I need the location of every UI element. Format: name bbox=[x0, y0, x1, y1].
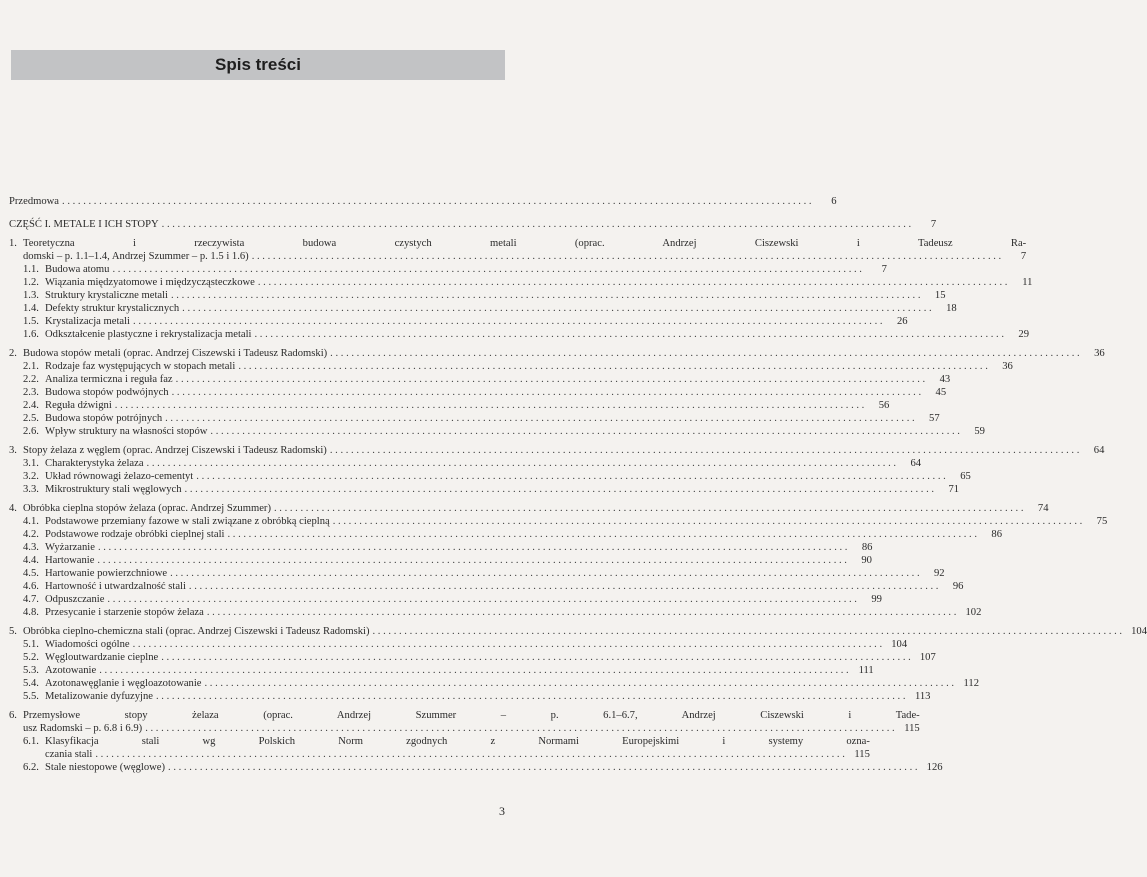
entry-page: 36 bbox=[1094, 348, 1105, 359]
toc-section-5-3[interactable] bbox=[9, 664, 874, 677]
entry-title: Stopy żelaza z węglem (oprac. Andrzej Ciszewski i Tadeusz Radomski) bbox=[23, 445, 327, 456]
dot-leader bbox=[189, 580, 939, 593]
entry-title: Reguła dźwigni bbox=[45, 400, 112, 411]
toc-section-1-1[interactable] bbox=[9, 263, 887, 276]
toc-section-4-3[interactable] bbox=[9, 541, 873, 554]
dot-leader bbox=[168, 761, 918, 774]
dot-leader bbox=[176, 373, 926, 386]
entry-page: 65 bbox=[960, 471, 971, 482]
toc-section-4-6[interactable] bbox=[9, 580, 964, 593]
entry-title: Obróbka cieplna stopów żelaza (oprac. Andrzej Szummer) bbox=[23, 503, 271, 514]
entry-number: 6. bbox=[9, 710, 17, 721]
table-of-contents bbox=[9, 195, 1147, 774]
entry-title: CZĘŚĆ I. METALE I ICH STOPY bbox=[9, 219, 159, 230]
entry-number: 4.5. bbox=[23, 568, 39, 579]
entry-page: 99 bbox=[871, 594, 882, 605]
entry-number: 1.6. bbox=[23, 329, 39, 340]
entry-title-line: Teoretyczna i rzeczywista budowa czystych metali (oprac. Andrzej Ciszewski i Tadeusz Ra- bbox=[23, 238, 1027, 249]
toc-section-5-5[interactable] bbox=[9, 690, 931, 703]
entry-page: 107 bbox=[919, 652, 936, 663]
entry-number: 2.4. bbox=[23, 400, 39, 411]
toc-section-1-6[interactable] bbox=[9, 328, 1029, 341]
entry-page: 43 bbox=[939, 374, 951, 385]
entry-page: 104 bbox=[1131, 626, 1147, 637]
toc-section-2-6[interactable] bbox=[9, 425, 985, 438]
entry-number: 4.1. bbox=[23, 516, 39, 527]
entry-title: Wiadomości ogólne bbox=[45, 639, 130, 650]
dot-leader bbox=[161, 651, 911, 664]
toc-section-2-1[interactable] bbox=[9, 360, 1013, 373]
entry-number: 2.3. bbox=[23, 387, 39, 398]
dot-leader bbox=[227, 528, 977, 541]
dot-leader bbox=[133, 638, 883, 651]
dot-leader bbox=[185, 483, 935, 496]
toc-chapter-2[interactable] bbox=[9, 347, 1105, 360]
toc-chapter-3[interactable] bbox=[9, 444, 1105, 457]
entry-number: 1.3. bbox=[23, 290, 39, 301]
entry-number: 3. bbox=[9, 445, 17, 456]
entry-title: Odpuszczanie bbox=[45, 594, 105, 605]
page-number: 3 bbox=[499, 804, 505, 818]
entry-number: 6.1. bbox=[23, 736, 39, 747]
entry-number: 4. bbox=[9, 503, 17, 514]
entry-title: Budowa atomu bbox=[45, 264, 110, 275]
dot-leader bbox=[205, 677, 955, 690]
toc-section-3-2[interactable] bbox=[9, 470, 971, 483]
entry-number: 2.5. bbox=[23, 413, 39, 424]
dot-leader bbox=[112, 263, 862, 276]
entry-page: 15 bbox=[934, 290, 946, 301]
entry-title: Charakterystyka żelaza bbox=[45, 458, 144, 469]
toc-section-1-3[interactable] bbox=[9, 289, 946, 302]
entry-number: 5.5. bbox=[23, 691, 39, 702]
entry-page: 102 bbox=[965, 607, 982, 618]
entry-title: Hartowanie bbox=[45, 555, 95, 566]
dot-leader bbox=[373, 625, 1123, 638]
dot-leader bbox=[165, 412, 915, 425]
entry-title: Przesycanie i starzenie stopów żelaza bbox=[45, 607, 204, 618]
dot-leader bbox=[172, 386, 922, 399]
entry-number: 4.7. bbox=[23, 594, 39, 605]
toc-section-6-2[interactable] bbox=[9, 761, 943, 774]
entry-page: 90 bbox=[861, 555, 872, 566]
entry-title: Budowa stopów potrójnych bbox=[45, 413, 163, 424]
toc-section-4-7[interactable] bbox=[9, 593, 882, 606]
entry-title-line: usz Radomski – p. 6.8 i 6.9) bbox=[23, 723, 143, 734]
entry-number: 4.6. bbox=[23, 581, 39, 592]
entry-page: 71 bbox=[948, 484, 960, 495]
entry-page: 45 bbox=[935, 387, 947, 398]
dot-leader bbox=[95, 748, 845, 761]
dot-leader bbox=[115, 399, 865, 412]
entry-title: Wyżarzanie bbox=[45, 542, 95, 553]
dot-leader bbox=[170, 567, 920, 580]
dot-leader bbox=[258, 276, 1008, 289]
entry-page: 111 bbox=[858, 665, 874, 676]
entry-title: Przedmowa bbox=[9, 196, 60, 207]
entry-title: Hartowanie powierzchniowe bbox=[45, 568, 168, 579]
dot-leader bbox=[196, 470, 946, 483]
entry-number: 1.5. bbox=[23, 316, 39, 327]
entry-number: 2. bbox=[9, 348, 17, 359]
dot-leader bbox=[182, 302, 932, 315]
entry-title: Defekty struktur krystalicznych bbox=[45, 303, 180, 314]
entry-page: 64 bbox=[910, 458, 922, 469]
dot-leader bbox=[238, 360, 988, 373]
entry-number: 2.2. bbox=[23, 374, 39, 385]
entry-number: 5.2. bbox=[23, 652, 39, 663]
entry-title: Obróbka cieplno-chemiczna stali (oprac. Andrzej Ciszewski i Tadeusz Radomski) bbox=[23, 626, 370, 637]
entry-page: 56 bbox=[878, 400, 890, 411]
dot-leader bbox=[207, 606, 957, 619]
toc-header-bar bbox=[11, 50, 505, 80]
toc-entry-preface[interactable] bbox=[9, 195, 837, 208]
dot-leader bbox=[330, 444, 1080, 457]
dot-leader bbox=[156, 690, 906, 703]
toc-section-6-1[interactable] bbox=[9, 735, 870, 761]
toc-section-4-8[interactable] bbox=[9, 606, 982, 619]
entry-page: 86 bbox=[861, 542, 873, 553]
entry-page: 18 bbox=[946, 303, 957, 314]
toc-section-3-1[interactable] bbox=[9, 457, 922, 470]
entry-title: Hartowność i utwardzalność stali bbox=[45, 581, 186, 592]
toc-section-2-4[interactable] bbox=[9, 399, 890, 412]
entry-page: 7 bbox=[881, 264, 887, 275]
entry-number: 2.1. bbox=[23, 361, 39, 372]
entry-title: Rodzaje faz występujących w stopach metali bbox=[45, 361, 236, 372]
toc-section-4-5[interactable] bbox=[9, 567, 945, 580]
entry-number: 5.3. bbox=[23, 665, 39, 676]
entry-title: Węgloutwardzanie cieplne bbox=[45, 652, 159, 663]
entry-title: Wiązania międzyatomowe i międzycząsteczkowe bbox=[45, 277, 255, 288]
dot-leader bbox=[252, 250, 1002, 263]
toc-section-1-5[interactable] bbox=[9, 315, 908, 328]
entry-title: Budowa stopów podwójnych bbox=[45, 387, 169, 398]
entry-number: 4.3. bbox=[23, 542, 39, 553]
entry-page: 75 bbox=[1096, 516, 1108, 527]
entry-page: 26 bbox=[896, 316, 908, 327]
dot-leader bbox=[107, 593, 857, 606]
dot-leader bbox=[162, 218, 912, 231]
entry-page: 113 bbox=[914, 691, 931, 702]
dot-leader bbox=[97, 554, 847, 567]
entry-page: 115 bbox=[904, 723, 920, 734]
entry-title: Azotowanie bbox=[45, 665, 97, 676]
entry-title-line: czania stali bbox=[45, 749, 93, 760]
entry-page: 86 bbox=[991, 529, 1002, 540]
entry-number: 4.4. bbox=[23, 555, 39, 566]
entry-page: 36 bbox=[1002, 361, 1013, 372]
entry-title: Podstawowe rodzaje obróbki cieplnej stali bbox=[45, 529, 225, 540]
toc-section-5-4[interactable] bbox=[9, 677, 980, 690]
entry-page: 96 bbox=[952, 581, 964, 592]
toc-section-2-5[interactable] bbox=[9, 412, 940, 425]
entry-page: 64 bbox=[1093, 445, 1105, 456]
toc-chapter-4[interactable] bbox=[9, 502, 1049, 515]
entry-title-line: Klasyfikacja stali wg Polskich Norm zgodnych z Normami Europejskimi i systemy ozna- bbox=[45, 736, 870, 747]
toc-entry-part[interactable] bbox=[9, 218, 937, 231]
dot-leader bbox=[333, 515, 1083, 528]
toc-section-4-2[interactable] bbox=[9, 528, 1002, 541]
toc-chapter-1[interactable] bbox=[9, 237, 1027, 263]
entry-page: 92 bbox=[934, 568, 945, 579]
entry-page: 126 bbox=[926, 762, 943, 773]
entry-title: Stale niestopowe (węglowe) bbox=[45, 762, 166, 773]
entry-title-line: domski – p. 1.1–1.4, Andrzej Szummer – p. 1.5 i 1.6) bbox=[23, 251, 249, 262]
entry-number: 5. bbox=[9, 626, 17, 637]
entry-title: Analiza termiczna i reguła faz bbox=[45, 374, 173, 385]
entry-page: 59 bbox=[974, 426, 985, 437]
dot-leader bbox=[145, 722, 895, 735]
toc-section-1-2[interactable] bbox=[9, 276, 1033, 289]
entry-title: Azotonawęglanie i węgloazotowanie bbox=[45, 678, 202, 689]
dot-leader bbox=[147, 457, 897, 470]
entry-number: 1.2. bbox=[23, 277, 39, 288]
entry-title: Odkształcenie plastyczne i rekrystalizacja metali bbox=[45, 329, 252, 340]
dot-leader bbox=[254, 328, 1004, 341]
entry-title: Wpływ struktury na własności stopów bbox=[45, 426, 208, 437]
toc-section-5-1[interactable] bbox=[9, 638, 908, 651]
entry-title: Budowa stopów metali (oprac. Andrzej Ciszewski i Tadeusz Radomski) bbox=[23, 348, 328, 359]
entry-number: 3.2. bbox=[23, 471, 39, 482]
entry-title: Mikrostruktury stali węglowych bbox=[45, 484, 182, 495]
dot-leader bbox=[99, 664, 849, 677]
entry-number: 2.6. bbox=[23, 426, 39, 437]
entry-number: 1.1. bbox=[23, 264, 39, 275]
entry-page: 7 bbox=[1020, 251, 1027, 262]
entry-number: 1.4. bbox=[23, 303, 39, 314]
toc-section-5-2[interactable] bbox=[9, 651, 936, 664]
entry-number: 5.4. bbox=[23, 678, 39, 689]
entry-page: 115 bbox=[854, 749, 870, 760]
dot-leader bbox=[330, 347, 1080, 360]
dot-leader bbox=[98, 541, 848, 554]
entry-page: 74 bbox=[1037, 503, 1049, 514]
dot-leader bbox=[274, 502, 1024, 515]
page-title: Spis treści bbox=[215, 55, 301, 74]
toc-section-3-3[interactable] bbox=[9, 483, 960, 496]
entry-title: Krystalizacja metali bbox=[45, 316, 131, 327]
entry-number: 1. bbox=[9, 238, 17, 249]
entry-page: 112 bbox=[963, 678, 980, 689]
entry-number: 5.1. bbox=[23, 639, 39, 650]
dot-leader bbox=[133, 315, 883, 328]
entry-title: Podstawowe przemiany fazowe w stali związane z obróbką cieplną bbox=[45, 516, 330, 527]
toc-chapter-5[interactable] bbox=[9, 625, 1147, 638]
toc-section-1-4[interactable] bbox=[9, 302, 957, 315]
entry-page: 104 bbox=[891, 639, 908, 650]
toc-section-4-4[interactable] bbox=[9, 554, 872, 567]
entry-page: 7 bbox=[930, 219, 937, 230]
entry-number: 6.2. bbox=[23, 762, 39, 773]
toc-section-2-3[interactable] bbox=[9, 386, 947, 399]
entry-number: 3.1. bbox=[23, 458, 39, 469]
toc-section-4-1[interactable] bbox=[9, 515, 1108, 528]
entry-title-line: Przemysłowe stopy żelaza (oprac. Andrzej Szummer – p. 6.1–6.7, Andrzej Ciszewski i Tade- bbox=[23, 710, 920, 721]
entry-number: 4.8. bbox=[23, 607, 39, 618]
entry-title: Układ równowagi żelazo-cementyt bbox=[45, 471, 194, 482]
entry-number: 4.2. bbox=[23, 529, 39, 540]
entry-page: 6 bbox=[831, 196, 837, 207]
entry-number: 3.3. bbox=[23, 484, 39, 495]
toc-chapter-6[interactable] bbox=[9, 709, 920, 735]
dot-leader bbox=[171, 289, 921, 302]
entry-title: Metalizowanie dyfuzyjne bbox=[45, 691, 153, 702]
entry-title: Struktury krystaliczne metali bbox=[45, 290, 168, 301]
toc-section-2-2[interactable] bbox=[9, 373, 951, 386]
dot-leader bbox=[210, 425, 960, 438]
entry-page: 57 bbox=[929, 413, 940, 424]
entry-page: 11 bbox=[1022, 277, 1033, 288]
entry-page: 29 bbox=[1018, 329, 1029, 340]
dot-leader bbox=[62, 195, 812, 208]
